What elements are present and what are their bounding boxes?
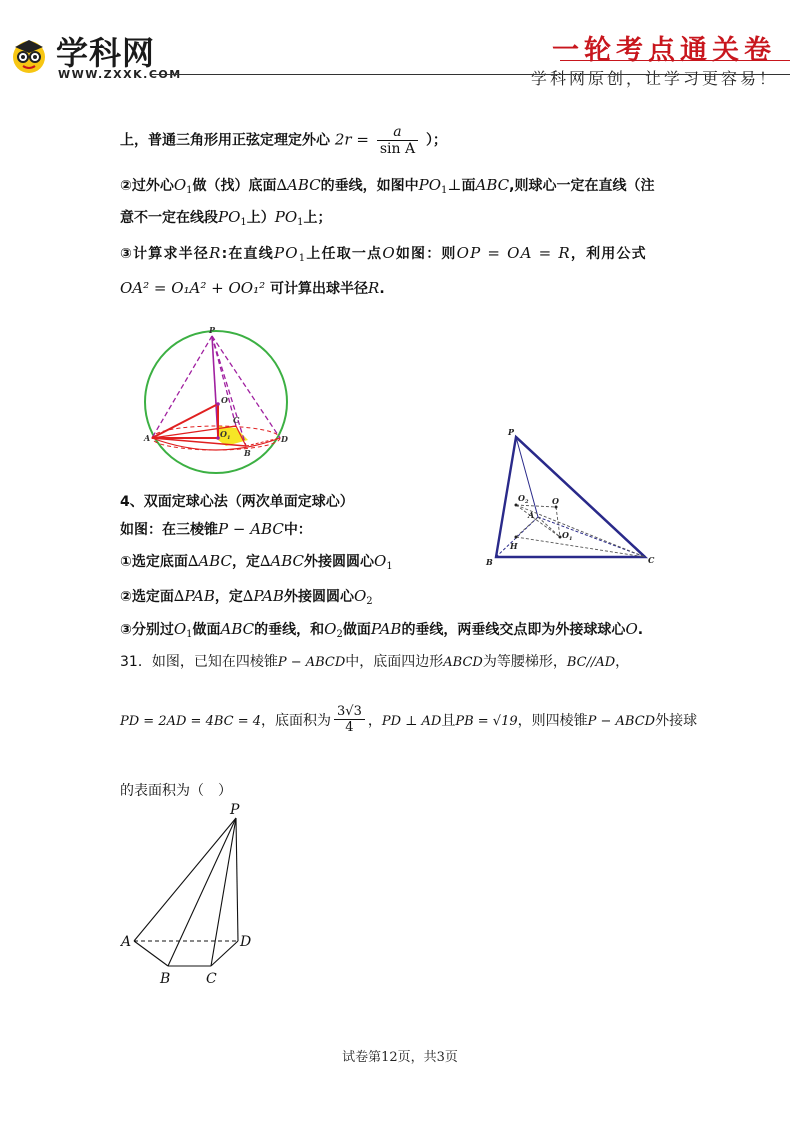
text: 的垂线，如图中	[320, 178, 419, 194]
math-R: R	[209, 244, 222, 262]
math-letter: O	[353, 587, 367, 605]
text: 做面	[192, 622, 221, 638]
math-R: R	[368, 279, 380, 297]
edge-AB	[134, 941, 168, 966]
text: ,则球心一定在直线（注	[509, 178, 655, 194]
segment-AO1	[538, 517, 560, 537]
math-PAB: PAB	[370, 620, 402, 638]
fraction-numerator: a	[377, 124, 418, 141]
text: ②选定面	[120, 589, 174, 605]
label-O1	[562, 530, 572, 542]
math-letter: O	[173, 176, 187, 194]
formula: P − ABCD	[277, 655, 346, 670]
subscript: 1	[386, 561, 393, 572]
formula: PD = 2AD = 4BC = 4	[120, 714, 262, 729]
math-O1	[174, 620, 193, 638]
text: ）；	[425, 132, 447, 149]
edge-PD	[236, 818, 238, 941]
text: 外接圆圆心	[304, 554, 375, 570]
text: 上）	[246, 210, 275, 226]
edge-PB	[168, 818, 236, 966]
label-A: A	[121, 934, 132, 950]
text: 如图：则	[395, 246, 457, 262]
math-letter: PO	[418, 176, 442, 194]
problem-31-line-1	[120, 651, 629, 671]
label-P: P	[209, 325, 216, 335]
formula: OP = OA = R	[456, 244, 571, 262]
text: 的垂线，和	[254, 622, 325, 638]
formula: P − ABC	[218, 520, 284, 538]
math-O: O	[382, 244, 396, 262]
label-subscript: 2	[524, 499, 529, 505]
header-rule	[150, 74, 790, 75]
logo-text: 学科网	[56, 34, 156, 72]
math-triangle-PAB: ∆PAB	[173, 587, 215, 605]
math-ABC: ABC	[475, 176, 510, 194]
math-letter: O	[374, 552, 387, 570]
math-ABC: ABC	[220, 620, 255, 638]
text: 中：	[283, 522, 312, 538]
edge-PC	[212, 336, 236, 426]
math-letter: O	[324, 620, 337, 638]
label-subscript: 1	[568, 536, 573, 542]
formula: PD ⊥ AD	[381, 714, 442, 729]
math-PO1	[274, 244, 306, 262]
fraction	[377, 124, 418, 157]
text: ，底面积为	[261, 713, 332, 729]
text: ，	[615, 654, 630, 670]
label-C: C	[206, 971, 217, 987]
fraction-denominator: sin A	[379, 141, 416, 157]
math-triangle-ABC: ∆ABC	[187, 552, 232, 570]
text: 可计算出球半径	[270, 281, 369, 297]
edge-PC	[211, 818, 236, 966]
text: 做（找）底面	[192, 178, 277, 194]
edge-PD	[212, 336, 280, 438]
text-line-3	[120, 207, 332, 228]
formula: ABCD	[443, 655, 483, 670]
subscript: 1	[186, 185, 193, 196]
label-B: B	[244, 448, 251, 458]
text: 面	[461, 178, 476, 194]
edge-PA	[516, 437, 538, 517]
problem-number: 31．	[120, 654, 152, 670]
label-P: P	[230, 802, 240, 818]
subscript: 1	[297, 217, 304, 228]
point-O	[216, 402, 220, 406]
text: 意不一定在线段	[120, 210, 218, 226]
math-perp: ⊥	[447, 176, 462, 194]
label-C: C	[233, 415, 240, 425]
text-line-5	[120, 278, 385, 298]
text: 如图：在三棱锥	[120, 522, 218, 538]
label-C: C	[648, 555, 655, 565]
text: ①选定底面	[120, 554, 188, 570]
label-subscript: 1	[226, 435, 231, 441]
math-triangle-ABC: ∆ABC	[259, 552, 305, 570]
subscript: 1	[298, 253, 307, 264]
math-letter: PO	[218, 208, 241, 226]
subscript: 1	[186, 629, 193, 640]
formula: OA² = O₁A² + OO₁²	[120, 279, 266, 297]
label-P: P	[508, 427, 515, 437]
math-PO1	[419, 176, 448, 194]
text: :在直线	[221, 246, 274, 262]
text: ，利用公式	[570, 246, 647, 262]
point-O2	[515, 504, 518, 507]
text: 的垂线，两垂线交点即为外接球球心	[401, 622, 626, 638]
text: 为等腰梯形，	[482, 654, 567, 670]
label-A: A	[144, 433, 151, 443]
subscript: 1	[240, 217, 247, 228]
header-red-rule	[560, 60, 790, 61]
page-footer: 试卷第12页，共3页	[342, 1050, 458, 1065]
label-B: B	[160, 971, 171, 987]
text-line-2	[120, 175, 654, 196]
text: ②过外心	[120, 178, 174, 194]
label-letter: O	[220, 429, 227, 439]
label-letter: O	[562, 530, 569, 540]
slogan: 学科网原创，让学习更容易！	[530, 69, 778, 88]
text: 且	[441, 713, 456, 729]
label-D: D	[240, 934, 252, 950]
problem-31-line-3: 的表面积为（ ）	[120, 783, 232, 799]
fraction-area	[334, 704, 365, 735]
section-4-title: 4、双面定球心法（两次单面定球心）	[120, 494, 354, 510]
segment-HA	[516, 517, 538, 537]
text: ③分别过	[120, 622, 174, 638]
label-O: O	[221, 395, 228, 405]
edge-PA	[134, 818, 236, 941]
math-letter: O	[173, 620, 187, 638]
section-4-line-1	[120, 519, 312, 539]
text: ，则四棱锥	[517, 713, 588, 729]
figure-pyramid	[480, 425, 660, 575]
math-O: O	[625, 620, 638, 638]
figure-sphere	[140, 322, 300, 482]
text: ，	[367, 713, 382, 729]
figure-quad-pyramid	[118, 800, 268, 990]
math-letter: PO	[273, 244, 299, 262]
math-PO1	[218, 208, 247, 226]
formula: BC//AD	[566, 655, 616, 670]
subscript: 1	[441, 185, 448, 196]
text: 上任取一点	[306, 246, 383, 262]
formula: PB = √19	[455, 714, 518, 729]
text-line-4	[120, 243, 647, 264]
formula: 2r =	[334, 130, 369, 149]
section-4-line-4	[120, 619, 643, 640]
segment-O2C	[516, 505, 645, 557]
formula: P − ABCD	[587, 714, 656, 729]
label-letter: O	[518, 493, 525, 503]
text: .	[637, 622, 644, 638]
text: 做面	[342, 622, 371, 638]
series-title: 一轮考点通关卷	[552, 35, 776, 66]
section-4-line-3	[120, 586, 373, 607]
math-triangle-ABC: ∆ABC	[276, 176, 321, 194]
text-line-1	[120, 124, 447, 157]
text: .	[379, 281, 385, 297]
math-O1	[374, 552, 393, 570]
fraction-denominator: 4	[345, 720, 354, 735]
text: 外接球	[655, 713, 698, 729]
subscript: 2	[336, 629, 343, 640]
text: 中，底面四边形	[345, 654, 444, 670]
fraction-numerator: 3√3	[334, 704, 365, 720]
math-O1	[174, 176, 193, 194]
logo-icon	[10, 36, 48, 74]
logo-url: WWW.ZXXK.COM	[58, 68, 182, 81]
text: ③计算求半径	[120, 246, 210, 262]
math-triangle-PAB: ∆PAB	[242, 587, 284, 605]
label-D: D	[281, 434, 288, 444]
label-A: A	[528, 510, 535, 520]
label-H: H	[510, 541, 518, 551]
text: 上；	[303, 210, 332, 226]
math-O2	[324, 620, 343, 638]
subscript: 2	[366, 596, 373, 607]
text: 如图，已知在四棱锥	[151, 654, 278, 670]
point-H	[515, 536, 518, 539]
label-B: B	[486, 557, 493, 567]
text: ，定	[214, 589, 243, 605]
text: 上，普通三角形用正弦定理定外心	[120, 132, 330, 149]
label-O2	[518, 493, 529, 505]
label-O: O	[552, 496, 559, 506]
math-O2	[354, 587, 373, 605]
edge-PC	[516, 437, 645, 557]
segment-O2O	[516, 505, 556, 507]
section-4-line-2	[120, 551, 393, 572]
math-PO1	[275, 208, 304, 226]
text: ，定	[231, 554, 260, 570]
problem-31-line-2	[120, 704, 697, 735]
text: 外接圆圆心	[283, 589, 354, 605]
math-letter: PO	[274, 208, 298, 226]
